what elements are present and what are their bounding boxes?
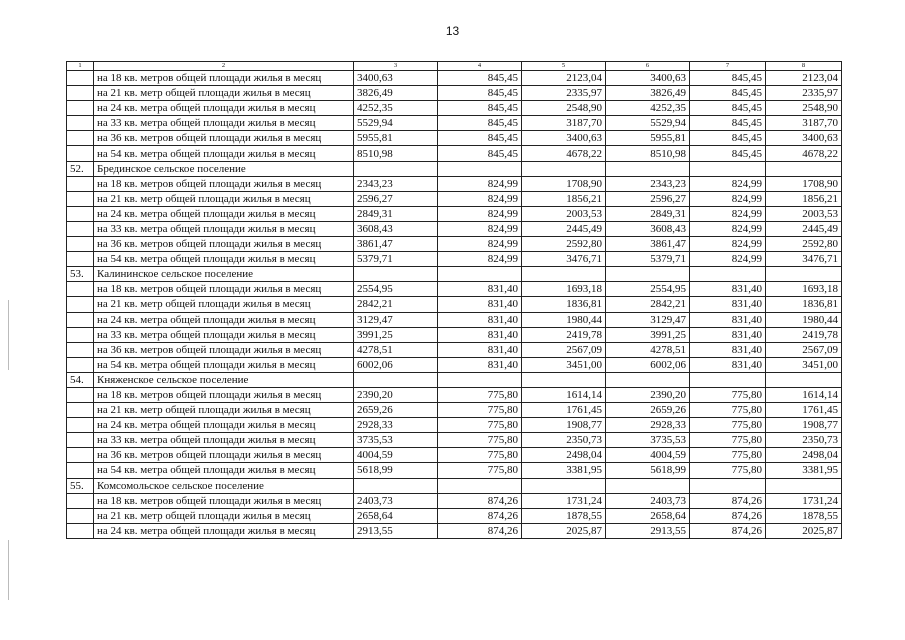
table-row xyxy=(67,463,842,478)
value-cell: 1708,90 xyxy=(766,176,842,191)
table-row xyxy=(67,327,842,342)
column-number: 5 xyxy=(522,62,606,71)
row-label: на 36 кв. метров общей площади жилья в месяц xyxy=(94,448,354,463)
table-row xyxy=(67,508,842,523)
value-cell: 2592,80 xyxy=(522,237,606,252)
value-cell: 831,40 xyxy=(690,327,766,342)
row-label: на 54 кв. метра общей площади жилья в месяц xyxy=(94,252,354,267)
row-number-cell xyxy=(67,387,94,402)
empty-cell xyxy=(438,372,522,387)
value-cell: 3451,00 xyxy=(522,357,606,372)
section-number: 54. xyxy=(67,372,94,387)
value-cell: 775,80 xyxy=(690,418,766,433)
value-cell: 2554,95 xyxy=(354,282,438,297)
value-cell: 2548,90 xyxy=(522,101,606,116)
value-cell: 4678,22 xyxy=(522,146,606,161)
row-number-cell xyxy=(67,146,94,161)
value-cell: 845,45 xyxy=(690,71,766,86)
row-number-cell xyxy=(67,342,94,357)
row-label: на 21 кв. метр общей площади жилья в месяц xyxy=(94,86,354,101)
row-number-cell xyxy=(67,448,94,463)
value-cell: 2343,23 xyxy=(606,176,690,191)
value-cell: 5618,99 xyxy=(354,463,438,478)
value-cell: 845,45 xyxy=(438,146,522,161)
value-cell: 2849,31 xyxy=(606,206,690,221)
value-cell: 3861,47 xyxy=(354,237,438,252)
value-cell: 2390,20 xyxy=(354,387,438,402)
value-cell: 2350,73 xyxy=(522,433,606,448)
value-cell: 3187,70 xyxy=(522,116,606,131)
column-number: 7 xyxy=(690,62,766,71)
value-cell: 1836,81 xyxy=(522,297,606,312)
value-cell: 8510,98 xyxy=(354,146,438,161)
value-cell: 3826,49 xyxy=(354,86,438,101)
value-cell: 845,45 xyxy=(690,101,766,116)
value-cell: 3991,25 xyxy=(606,327,690,342)
empty-cell xyxy=(522,161,606,176)
row-label: на 21 кв. метр общей площади жилья в месяц xyxy=(94,508,354,523)
empty-cell xyxy=(766,161,842,176)
value-cell: 4252,35 xyxy=(354,101,438,116)
value-cell: 2658,64 xyxy=(354,508,438,523)
value-cell: 824,99 xyxy=(690,237,766,252)
value-cell: 3826,49 xyxy=(606,86,690,101)
value-cell: 2928,33 xyxy=(606,418,690,433)
value-cell: 2913,55 xyxy=(606,523,690,538)
section-row xyxy=(67,267,842,282)
value-cell: 831,40 xyxy=(438,342,522,357)
value-cell: 775,80 xyxy=(690,448,766,463)
section-row xyxy=(67,161,842,176)
row-number-cell xyxy=(67,327,94,342)
value-cell: 1731,24 xyxy=(522,493,606,508)
value-cell: 831,40 xyxy=(438,312,522,327)
section-title: Княженское сельское поселение xyxy=(94,372,354,387)
empty-cell xyxy=(690,161,766,176)
value-cell: 2659,26 xyxy=(354,403,438,418)
table-row xyxy=(67,312,842,327)
value-cell: 5618,99 xyxy=(606,463,690,478)
section-number: 53. xyxy=(67,267,94,282)
table-row xyxy=(67,86,842,101)
table-row xyxy=(67,433,842,448)
empty-cell xyxy=(354,267,438,282)
value-cell: 3476,71 xyxy=(522,252,606,267)
value-cell: 1980,44 xyxy=(522,312,606,327)
value-cell: 775,80 xyxy=(438,403,522,418)
value-cell: 2658,64 xyxy=(606,508,690,523)
row-label: на 54 кв. метра общей площади жилья в месяц xyxy=(94,463,354,478)
tariff-table xyxy=(66,61,842,539)
value-cell: 1614,14 xyxy=(766,387,842,402)
row-number-cell xyxy=(67,86,94,101)
value-cell: 1836,81 xyxy=(766,297,842,312)
table-row xyxy=(67,342,842,357)
value-cell: 3400,63 xyxy=(354,71,438,86)
value-cell: 874,26 xyxy=(438,523,522,538)
value-cell: 775,80 xyxy=(438,463,522,478)
value-cell: 824,99 xyxy=(690,252,766,267)
value-cell: 4278,51 xyxy=(354,342,438,357)
row-label: на 33 кв. метра общей площади жилья в месяц xyxy=(94,327,354,342)
table-row xyxy=(67,206,842,221)
empty-cell xyxy=(354,478,438,493)
scan-edge-mark xyxy=(8,300,9,370)
value-cell: 2123,04 xyxy=(522,71,606,86)
value-cell: 2498,04 xyxy=(766,448,842,463)
value-cell: 4004,59 xyxy=(606,448,690,463)
table-row xyxy=(67,176,842,191)
empty-cell xyxy=(690,372,766,387)
value-cell: 1708,90 xyxy=(522,176,606,191)
row-number-cell xyxy=(67,116,94,131)
value-cell: 824,99 xyxy=(690,221,766,236)
table-row xyxy=(67,282,842,297)
page-number: 13 xyxy=(445,24,460,38)
value-cell: 1878,55 xyxy=(522,508,606,523)
value-cell: 2567,09 xyxy=(766,342,842,357)
scan-edge-mark xyxy=(8,540,9,600)
table-row xyxy=(67,403,842,418)
empty-cell xyxy=(690,267,766,282)
column-number: 8 xyxy=(766,62,842,71)
row-number-cell xyxy=(67,206,94,221)
empty-cell xyxy=(354,161,438,176)
row-number-cell xyxy=(67,297,94,312)
row-label: на 33 кв. метра общей площади жилья в месяц xyxy=(94,221,354,236)
value-cell: 845,45 xyxy=(690,86,766,101)
value-cell: 775,80 xyxy=(690,433,766,448)
section-title: Калининское сельское поселение xyxy=(94,267,354,282)
value-cell: 2445,49 xyxy=(766,221,842,236)
value-cell: 775,80 xyxy=(690,463,766,478)
row-label: на 18 кв. метров общей площади жилья в месяц xyxy=(94,387,354,402)
row-number-cell xyxy=(67,312,94,327)
column-number: 3 xyxy=(354,62,438,71)
value-cell: 2403,73 xyxy=(354,493,438,508)
row-label: на 21 кв. метр общей площади жилья в месяц xyxy=(94,297,354,312)
value-cell: 2003,53 xyxy=(522,206,606,221)
value-cell: 824,99 xyxy=(438,237,522,252)
row-label: на 18 кв. метров общей площади жилья в месяц xyxy=(94,176,354,191)
row-number-cell xyxy=(67,508,94,523)
value-cell: 1856,21 xyxy=(766,191,842,206)
value-cell: 831,40 xyxy=(438,282,522,297)
value-cell: 831,40 xyxy=(438,297,522,312)
section-row xyxy=(67,372,842,387)
table-row xyxy=(67,493,842,508)
value-cell: 845,45 xyxy=(438,86,522,101)
value-cell: 3861,47 xyxy=(606,237,690,252)
value-cell: 2003,53 xyxy=(766,206,842,221)
value-cell: 3129,47 xyxy=(354,312,438,327)
value-cell: 1908,77 xyxy=(766,418,842,433)
row-label: на 36 кв. метров общей площади жилья в месяц xyxy=(94,131,354,146)
value-cell: 2842,21 xyxy=(354,297,438,312)
section-number: 55. xyxy=(67,478,94,493)
value-cell: 831,40 xyxy=(438,357,522,372)
row-label: на 21 кв. метр общей площади жилья в месяц xyxy=(94,403,354,418)
empty-cell xyxy=(766,267,842,282)
table-row xyxy=(67,418,842,433)
value-cell: 3381,95 xyxy=(766,463,842,478)
row-label: на 36 кв. метров общей площади жилья в месяц xyxy=(94,342,354,357)
row-label: на 18 кв. метров общей площади жилья в месяц xyxy=(94,71,354,86)
column-number: 2 xyxy=(94,62,354,71)
row-number-cell xyxy=(67,252,94,267)
value-cell: 824,99 xyxy=(438,176,522,191)
row-number-cell xyxy=(67,131,94,146)
value-cell: 2123,04 xyxy=(766,71,842,86)
row-label: на 21 кв. метр общей площади жилья в месяц xyxy=(94,191,354,206)
value-cell: 2403,73 xyxy=(606,493,690,508)
value-cell: 2596,27 xyxy=(354,191,438,206)
row-label: на 18 кв. метров общей площади жилья в месяц xyxy=(94,282,354,297)
value-cell: 3451,00 xyxy=(766,357,842,372)
value-cell: 2335,97 xyxy=(522,86,606,101)
value-cell: 845,45 xyxy=(690,116,766,131)
value-cell: 5379,71 xyxy=(606,252,690,267)
empty-cell xyxy=(522,267,606,282)
value-cell: 3735,53 xyxy=(606,433,690,448)
value-cell: 831,40 xyxy=(690,342,766,357)
value-cell: 2025,87 xyxy=(766,523,842,538)
empty-cell xyxy=(606,267,690,282)
value-cell: 824,99 xyxy=(438,206,522,221)
value-cell: 2548,90 xyxy=(766,101,842,116)
value-cell: 4004,59 xyxy=(354,448,438,463)
value-cell: 4252,35 xyxy=(606,101,690,116)
empty-cell xyxy=(522,372,606,387)
value-cell: 845,45 xyxy=(690,146,766,161)
value-cell: 3400,63 xyxy=(766,131,842,146)
value-cell: 874,26 xyxy=(690,508,766,523)
value-cell: 2554,95 xyxy=(606,282,690,297)
value-cell: 845,45 xyxy=(438,116,522,131)
empty-cell xyxy=(438,161,522,176)
value-cell: 2419,78 xyxy=(766,327,842,342)
value-cell: 845,45 xyxy=(438,71,522,86)
value-cell: 1878,55 xyxy=(766,508,842,523)
value-cell: 3400,63 xyxy=(606,71,690,86)
value-cell: 3187,70 xyxy=(766,116,842,131)
table-row xyxy=(67,71,842,86)
value-cell: 824,99 xyxy=(438,252,522,267)
value-cell: 2913,55 xyxy=(354,523,438,538)
value-cell: 2928,33 xyxy=(354,418,438,433)
empty-cell xyxy=(766,478,842,493)
value-cell: 2842,21 xyxy=(606,297,690,312)
value-cell: 824,99 xyxy=(438,191,522,206)
empty-cell xyxy=(522,478,606,493)
row-label: на 54 кв. метра общей площади жилья в месяц xyxy=(94,146,354,161)
value-cell: 2025,87 xyxy=(522,523,606,538)
empty-cell xyxy=(438,267,522,282)
value-cell: 5379,71 xyxy=(354,252,438,267)
value-cell: 874,26 xyxy=(438,508,522,523)
table-row xyxy=(67,191,842,206)
value-cell: 831,40 xyxy=(690,312,766,327)
value-cell: 3991,25 xyxy=(354,327,438,342)
row-number-cell xyxy=(67,71,94,86)
empty-cell xyxy=(606,478,690,493)
value-cell: 2419,78 xyxy=(522,327,606,342)
table-row xyxy=(67,387,842,402)
table-row xyxy=(67,101,842,116)
row-label: на 24 кв. метра общей площади жилья в месяц xyxy=(94,523,354,538)
value-cell: 831,40 xyxy=(690,357,766,372)
value-cell: 831,40 xyxy=(690,282,766,297)
row-number-cell xyxy=(67,418,94,433)
value-cell: 2849,31 xyxy=(354,206,438,221)
value-cell: 775,80 xyxy=(438,387,522,402)
row-label: на 24 кв. метра общей площади жилья в месяц xyxy=(94,418,354,433)
row-number-cell xyxy=(67,433,94,448)
value-cell: 1761,45 xyxy=(522,403,606,418)
row-label: на 18 кв. метров общей площади жилья в месяц xyxy=(94,493,354,508)
row-number-cell xyxy=(67,493,94,508)
row-number-cell xyxy=(67,176,94,191)
column-number: 6 xyxy=(606,62,690,71)
row-number-cell xyxy=(67,282,94,297)
table-body xyxy=(67,62,842,539)
value-cell: 831,40 xyxy=(438,327,522,342)
value-cell: 6002,06 xyxy=(606,357,690,372)
value-cell: 845,45 xyxy=(438,131,522,146)
value-cell: 1614,14 xyxy=(522,387,606,402)
value-cell: 874,26 xyxy=(690,493,766,508)
column-number: 1 xyxy=(67,62,94,71)
empty-cell xyxy=(766,372,842,387)
empty-cell xyxy=(354,372,438,387)
table-row xyxy=(67,131,842,146)
value-cell: 4278,51 xyxy=(606,342,690,357)
value-cell: 775,80 xyxy=(438,448,522,463)
row-number-cell xyxy=(67,463,94,478)
value-cell: 3476,71 xyxy=(766,252,842,267)
value-cell: 874,26 xyxy=(438,493,522,508)
value-cell: 1856,21 xyxy=(522,191,606,206)
value-cell: 2390,20 xyxy=(606,387,690,402)
value-cell: 5955,81 xyxy=(606,131,690,146)
row-label: на 24 кв. метра общей площади жилья в месяц xyxy=(94,312,354,327)
empty-cell xyxy=(438,478,522,493)
table-row xyxy=(67,237,842,252)
row-number-cell xyxy=(67,191,94,206)
value-cell: 2596,27 xyxy=(606,191,690,206)
value-cell: 3608,43 xyxy=(354,221,438,236)
value-cell: 775,80 xyxy=(690,387,766,402)
row-number-cell xyxy=(67,523,94,538)
table-row xyxy=(67,523,842,538)
value-cell: 2659,26 xyxy=(606,403,690,418)
value-cell: 775,80 xyxy=(438,433,522,448)
section-title: Брединское сельское поселение xyxy=(94,161,354,176)
table-row xyxy=(67,297,842,312)
row-label: на 36 кв. метров общей площади жилья в месяц xyxy=(94,237,354,252)
value-cell: 3129,47 xyxy=(606,312,690,327)
table-row xyxy=(67,357,842,372)
value-cell: 2445,49 xyxy=(522,221,606,236)
empty-cell xyxy=(690,478,766,493)
value-cell: 2343,23 xyxy=(354,176,438,191)
table-row xyxy=(67,146,842,161)
table-row xyxy=(67,252,842,267)
value-cell: 4678,22 xyxy=(766,146,842,161)
row-number-cell xyxy=(67,357,94,372)
value-cell: 3735,53 xyxy=(354,433,438,448)
row-number-cell xyxy=(67,221,94,236)
section-number: 52. xyxy=(67,161,94,176)
row-number-cell xyxy=(67,237,94,252)
value-cell: 1693,18 xyxy=(766,282,842,297)
value-cell: 3381,95 xyxy=(522,463,606,478)
value-cell: 2592,80 xyxy=(766,237,842,252)
value-cell: 2335,97 xyxy=(766,86,842,101)
value-cell: 831,40 xyxy=(690,297,766,312)
empty-cell xyxy=(606,161,690,176)
table-row xyxy=(67,116,842,131)
value-cell: 1761,45 xyxy=(766,403,842,418)
value-cell: 2350,73 xyxy=(766,433,842,448)
value-cell: 1731,24 xyxy=(766,493,842,508)
value-cell: 1980,44 xyxy=(766,312,842,327)
table-row xyxy=(67,221,842,236)
value-cell: 8510,98 xyxy=(606,146,690,161)
row-label: на 54 кв. метра общей площади жилья в месяц xyxy=(94,357,354,372)
value-cell: 2498,04 xyxy=(522,448,606,463)
value-cell: 824,99 xyxy=(690,206,766,221)
empty-cell xyxy=(606,372,690,387)
value-cell: 824,99 xyxy=(438,221,522,236)
section-row xyxy=(67,478,842,493)
table-row xyxy=(67,448,842,463)
row-number-cell xyxy=(67,403,94,418)
column-number-row xyxy=(67,62,842,71)
value-cell: 874,26 xyxy=(690,523,766,538)
value-cell: 775,80 xyxy=(690,403,766,418)
value-cell: 824,99 xyxy=(690,191,766,206)
section-title: Комсомольское сельское поселение xyxy=(94,478,354,493)
value-cell: 824,99 xyxy=(690,176,766,191)
value-cell: 5955,81 xyxy=(354,131,438,146)
row-label: на 33 кв. метра общей площади жилья в месяц xyxy=(94,433,354,448)
value-cell: 3400,63 xyxy=(522,131,606,146)
value-cell: 1908,77 xyxy=(522,418,606,433)
value-cell: 5529,94 xyxy=(606,116,690,131)
row-label: на 24 кв. метра общей площади жилья в месяц xyxy=(94,206,354,221)
row-label: на 24 кв. метра общей площади жилья в месяц xyxy=(94,101,354,116)
row-label: на 33 кв. метра общей площади жилья в месяц xyxy=(94,116,354,131)
value-cell: 2567,09 xyxy=(522,342,606,357)
value-cell: 5529,94 xyxy=(354,116,438,131)
value-cell: 845,45 xyxy=(438,101,522,116)
value-cell: 775,80 xyxy=(438,418,522,433)
value-cell: 3608,43 xyxy=(606,221,690,236)
value-cell: 6002,06 xyxy=(354,357,438,372)
value-cell: 845,45 xyxy=(690,131,766,146)
value-cell: 1693,18 xyxy=(522,282,606,297)
column-number: 4 xyxy=(438,62,522,71)
row-number-cell xyxy=(67,101,94,116)
